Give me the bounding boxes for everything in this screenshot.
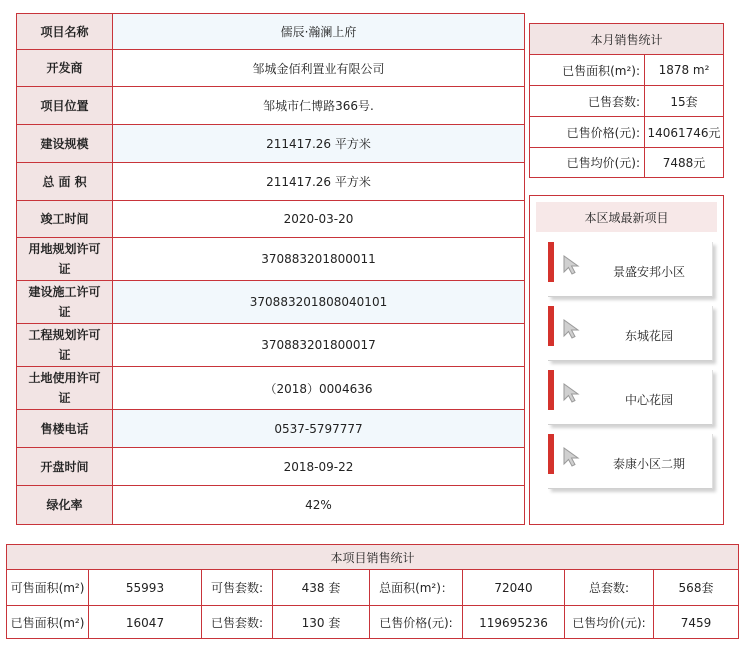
stat-label: 已售面积(m²) [7,606,89,639]
monthly-row [530,148,723,177]
info-value: （2018）0004636 [113,367,524,410]
info-row-land-use-permit [17,367,524,410]
stat-label: 总套数: [565,570,654,605]
stat-label: 已售套数: [202,606,273,639]
info-label: 项目名称 [17,14,113,50]
info-row-phone [17,410,524,448]
monthly-sales-panel [529,23,724,178]
info-label: 用地规划许可证 [17,238,113,281]
monthly-label: 已售套数: [530,86,645,116]
cursor-pointer-icon [562,254,584,276]
monthly-sales-title: 本月销售统计 [530,24,723,55]
info-row-land-permit [17,238,524,281]
info-value: 370883201808040101 [113,281,524,324]
monthly-label: 已售面积(m²): [530,55,645,85]
project-sales-row [7,606,738,641]
monthly-value: 7488元 [662,156,706,170]
monthly-label: 已售价格(元): [530,117,645,147]
cursor-pointer-icon [562,382,584,404]
info-row-construction-permit [17,281,524,324]
info-value: 2018-09-22 [113,448,524,486]
info-value: 370883201800017 [113,324,524,367]
info-value: 370883201800011 [113,238,524,281]
info-label: 土地使用许可证 [17,367,113,410]
stat-value: 438 套 [273,570,370,605]
monthly-value: 15套 [670,94,698,109]
info-row-completion [17,201,524,238]
stat-value: 7459 [680,615,712,630]
new-project-name[interactable]: 东城花园 [624,328,673,343]
monthly-value: 14061746元 [647,125,721,140]
info-value: 211417.26 平方米 [113,125,524,163]
monthly-value: 1878 m² [658,63,710,77]
info-label: 开发商 [17,50,113,87]
new-project-link[interactable] [548,434,716,492]
monthly-label: 已售均价(元): [530,148,645,177]
project-sales-panel [6,544,739,639]
info-row-total-area [17,163,524,201]
stat-value: 16047 [89,606,202,639]
new-project-link[interactable] [548,242,716,300]
info-label: 工程规划许可证 [17,324,113,367]
new-project-name[interactable]: 中心花园 [624,392,673,407]
info-label: 开盘时间 [17,448,113,486]
project-sales-title: 本项目销售统计 [7,545,738,570]
info-value: 邹城市仁博路366号. [113,87,524,125]
cursor-pointer-icon [562,318,584,340]
info-label: 售楼电话 [17,410,113,448]
info-label: 建设规模 [17,125,113,163]
info-value: 儒辰·瀚澜上府 [113,14,524,50]
info-row-green-rate [17,486,524,524]
project-info-table [16,13,525,525]
info-value: 0537-5797777 [113,410,524,448]
info-row-scale [17,125,524,163]
stat-value: 568套 [678,580,714,595]
new-project-link[interactable] [548,370,716,428]
new-project-name[interactable]: 泰康小区二期 [612,456,685,471]
info-row-location [17,87,524,125]
new-projects-panel [529,195,724,525]
info-value: 邹城金佰利置业有限公司 [113,50,524,87]
card-accent-bar [548,242,554,282]
new-project-link[interactable] [548,306,716,364]
cursor-pointer-icon [562,446,584,468]
stat-value: 130 套 [273,606,370,639]
new-project-name[interactable]: 景盛安邦小区 [612,264,685,279]
info-value: 42% [113,486,524,524]
stat-label: 可售面积(m²) [7,570,89,605]
stat-label: 总面积(m²)： [370,570,463,605]
info-row-planning-permit [17,324,524,367]
info-value: 2020-03-20 [113,201,524,238]
info-label: 建设施工许可证 [17,281,113,324]
info-label: 总 面 积 [17,163,113,201]
card-accent-bar [548,306,554,346]
monthly-row [530,55,723,86]
new-projects-title: 本区域最新项目 [536,202,717,232]
info-value: 211417.26 平方米 [113,163,524,201]
stat-value: 55993 [89,570,202,605]
project-sales-row [7,570,738,606]
info-label: 项目位置 [17,87,113,125]
monthly-row [530,117,723,148]
stat-label: 已售均价(元): [565,606,654,639]
stat-value: 72040 [463,570,565,605]
stat-value: 119695236 [463,606,565,639]
card-accent-bar [548,434,554,474]
info-row-developer [17,50,524,87]
info-row-opening [17,448,524,486]
info-label: 竣工时间 [17,201,113,238]
monthly-row [530,86,723,117]
stat-label: 可售套数: [202,570,273,605]
info-row-name [17,14,524,50]
info-label: 绿化率 [17,486,113,524]
card-accent-bar [548,370,554,410]
stat-label: 已售价格(元): [370,606,463,639]
